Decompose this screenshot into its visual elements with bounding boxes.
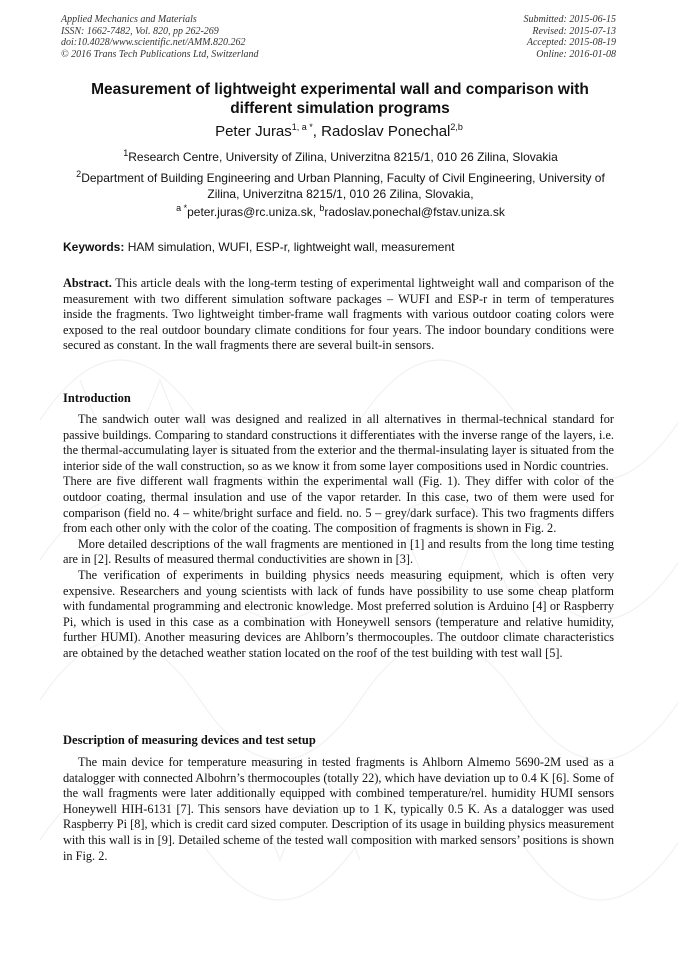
abstract-text: This article deals with the long-term testing of experimental lightweight wall and comparison of the measurement with two different simulation software packages – WUFI and ESP-r in term of temperatures inside the fragments. Two lightweight timber-frame wall fragments with various outdoor coating colors were exposed to the real outdoor boundary climate conditions for four years. The indoor boundary conditions were secured as constant. In the wall fragments there are several built-in sensors.: [63, 276, 614, 353]
email-separator: ,: [312, 205, 320, 219]
affiliation-superscript: 2: [76, 169, 82, 179]
keywords-label: Keywords:: [63, 240, 125, 254]
submitted-date: Submitted: 2015-06-15: [523, 14, 616, 25]
paragraph: There are five different wall fragments within the experimental wall (Fig. 1). They differ with color of the outdoor coating, thermal insulation and use of the vapor retarder. In this case, two of them were used for comparison (field no. 4 – white/bright surface and field. no. 5 – grey/dark surface). This two fragments differs from each other only with the color of the coating. The composition of fragments is shown in Fig. 2.: [63, 474, 614, 536]
email-address[interactable]: radoslav.ponechal@fstav.uniza.sk: [324, 205, 505, 219]
affiliation-1: [68, 150, 613, 166]
journal-header-right: [524, 14, 617, 60]
accepted-date: Accepted: 2015-08-19: [526, 37, 616, 49]
author-separator: ,: [312, 123, 322, 140]
email-superscript: b: [319, 203, 325, 213]
section-heading-introduction: Introduction: [63, 391, 131, 405]
doi-line: doi:10.4028/www.scientific.net/AMM.820.262: [61, 37, 246, 49]
journal-header-left: [61, 14, 259, 60]
issn-line: ISSN: 1662-7482, Vol. 820, pp 262-269: [61, 25, 219, 37]
description-body: [63, 755, 614, 864]
author-name: Peter Juras: [215, 123, 292, 140]
abstract-paragraph: [63, 276, 614, 354]
paragraph: The sandwich outer wall was designed and realized in all alternatives in thermal-technical standard for passive buildings. Comparing to standard constructions it differentiates with the inverse range of the layers, i.e. the thermal-accumulating layer is situated from the exterior and the thermal-insulating layer is situated from the interior side of the wall construction, so as we know it from some layer compositions used in Nordic countries.: [63, 412, 614, 473]
author-superscript: 2,b: [450, 122, 463, 132]
affiliation-text: Department of Building Engineering and Urban Planning, Faculty of Civil Engineering, University of Zilina, Univerzitna 8215/1, 010 26 Zilina, Slovakia,: [81, 171, 605, 201]
journal-name: Applied Mechanics and Materials: [61, 14, 197, 25]
abstract-label: Abstract.: [63, 276, 112, 290]
keywords-text: HAM simulation, WUFI, ESP-r, lightweight wall, measurement: [124, 240, 455, 254]
affiliation-2: [68, 171, 613, 202]
author-name: Radoslav Ponechal: [321, 123, 451, 140]
affiliation-superscript: 1: [123, 148, 129, 158]
keywords-line: [63, 240, 618, 254]
introduction-body: [63, 412, 614, 662]
paper-title: Measurement of lightweight experimental wall and comparison with different simulation programs: [91, 81, 589, 117]
online-date: Online: 2016-01-08: [536, 48, 616, 60]
paragraph: The verification of experiments in building physics needs measuring equipment, which is often very expensive. Researchers and young scientists with lack of funds have possibility to use some cheap platform with fundamental programming and electronic knowledge. Most preferred solution is Arduino [4] or Raspberry Pi, which is used in this case as a combination with Honeywell sensors (temperature and relative humidity, further HUMI). Another measuring devices are Ahlborn’s thermocouples. The outdoor climate characteristics are obtained by the detached weather station located on the roof of the test building with test wall [5].: [63, 567, 614, 660]
email-line: [68, 205, 613, 221]
copyright-line: © 2016 Trans Tech Publications Ltd, Switzerland: [61, 48, 259, 60]
author-line: [0, 123, 678, 140]
email-address[interactable]: peter.juras@rc.uniza.sk: [187, 205, 313, 219]
author-superscript: 1, a *: [291, 122, 313, 132]
paragraph: The main device for temperature measuring in tested fragments is Ahlborn Almemo 5690-2M used as a datalogger with connected Albohrn’s thermocouples (totally 22), which have deviation up to 0.4 K [6]. Some of the wall fragments were later additionally equipped with combined temperature/rel. humidity HUMI sensors Honeywell HIH-6131 [7]. This sensors have deviation up to 1 K, typically 0.5 K. As a datalogger was used Raspberry Pi [8], which is credit card sized computer. Description of its usage in building physics measurement with this wall is in [9]. Detailed scheme of the tested wall composition with marked sensors’ positions is shown in Fig. 2.: [63, 755, 614, 863]
email-superscript: a *: [176, 203, 188, 213]
affiliation-text: Research Centre, University of Zilina, Univerzitna 8215/1, 010 26 Zilina, Slovakia: [128, 150, 558, 164]
revised-date: Revised: 2015-07-13: [532, 25, 616, 37]
section-heading-description: Description of measuring devices and test setup: [63, 733, 316, 747]
paragraph: More detailed descriptions of the wall fragments are mentioned in [1] and results from the long time testing are in [2]. Results of measured thermal conductivities are shown in [3].: [63, 536, 614, 567]
